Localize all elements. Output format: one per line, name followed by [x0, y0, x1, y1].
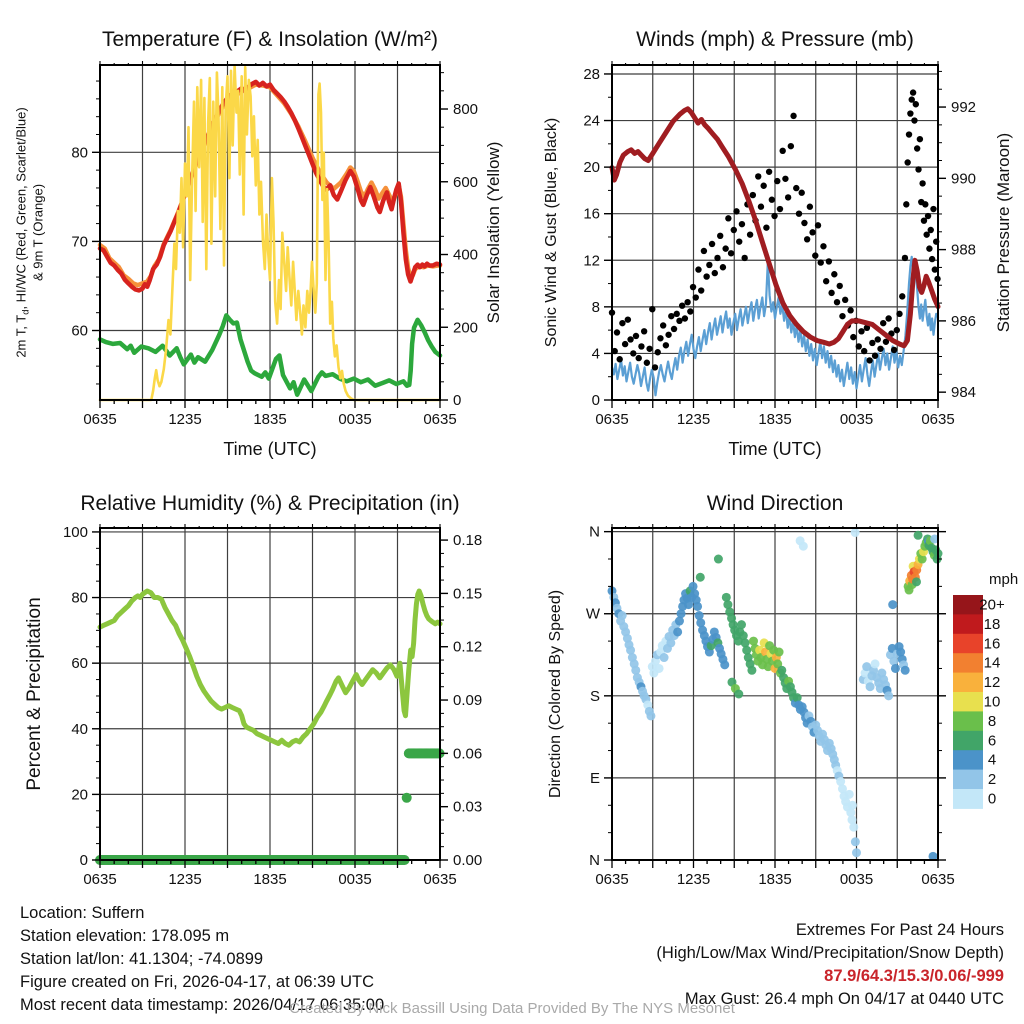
chart-title: Wind Direction	[706, 492, 844, 515]
colorbar-label: 12	[983, 674, 1001, 692]
y-tick-label: 8	[591, 298, 600, 316]
y-tick-label: 0.12	[453, 638, 483, 656]
y-tick-label: 28	[583, 65, 600, 83]
scatter-dot	[619, 320, 625, 326]
scatter-dot	[793, 185, 799, 191]
y-tick-label: 70	[71, 233, 88, 251]
winds-pressure-chart	[512, 0, 1024, 475]
left-axis-label: & 9m T (Orange)	[30, 183, 46, 282]
wind-dir-dot	[673, 627, 682, 636]
colorbar-swatch	[953, 750, 983, 770]
y-tick-label: 600	[453, 173, 479, 191]
scatter-dot	[875, 336, 881, 342]
colorbar-label: 10	[983, 693, 1001, 711]
scatter-dot	[917, 136, 923, 142]
colorbar-title: mph	[989, 571, 1019, 588]
wind-dir-dot	[884, 691, 893, 700]
precip-dot	[402, 793, 412, 803]
station-location: Location: Suffern	[20, 904, 145, 922]
scatter-dot	[622, 341, 628, 347]
colorbar-swatch	[953, 653, 983, 673]
colorbar-label: 4	[987, 751, 997, 769]
scatter-dot	[818, 259, 824, 265]
x-tick-label: 1835	[253, 411, 287, 428]
scatter-dot	[919, 180, 925, 186]
scatter-dot	[922, 201, 928, 207]
x-tick-label: 1235	[168, 411, 202, 428]
scatter-dot	[839, 313, 845, 319]
scatter-dot	[837, 283, 843, 289]
scatter-dot	[877, 346, 883, 352]
scatter-dot	[866, 357, 872, 363]
scatter-dot	[828, 290, 834, 296]
recent-data-timestamp: Most recent data timestamp: 2026/04/17 06:35:00	[20, 996, 385, 1014]
colorbar-swatch	[953, 770, 983, 790]
scatter-dot	[902, 255, 908, 261]
credit-line: Created By Nick Bassill Using Data Provided By The NYS Mesonet	[289, 1000, 735, 1017]
y-tick-label: 0	[79, 852, 88, 869]
chart-title: Temperature (F) & Insolation (W/m²)	[101, 28, 439, 51]
left-axis-label: 2m T, $T_d$, HI/WC (Red, Green, Scarlet/Blue)	[13, 107, 31, 358]
figure-created: Figure created on Fri, 2026-04-17, at 06:39 UTC	[20, 973, 375, 991]
colorbar-label: 14	[983, 654, 1001, 672]
y-tick-label: S	[589, 687, 600, 705]
scatter-dot	[671, 326, 677, 332]
scatter-dot	[850, 334, 856, 340]
extremes-title: Extremes For Past 24 Hours	[795, 921, 1004, 939]
wind-dir-dot	[737, 620, 746, 629]
y-tick-label: W	[585, 605, 600, 623]
wind-dir-dot	[775, 648, 784, 657]
scatter-dot	[891, 347, 897, 353]
scatter-dot	[925, 213, 931, 219]
scatter-dot	[914, 145, 920, 151]
x-tick-label: 1235	[168, 871, 202, 888]
scatter-dot	[701, 248, 707, 254]
scatter-dot	[717, 233, 723, 239]
scatter-dot	[614, 329, 620, 335]
wind-dir-dot	[912, 577, 921, 586]
scatter-dot	[657, 335, 663, 341]
winds-pressure-plot	[512, 0, 1024, 470]
x-tick-label: 0035	[338, 871, 372, 888]
y-tick-label: 80	[71, 144, 88, 162]
wind-dir-dot	[799, 542, 808, 551]
extremes-info	[656, 919, 1004, 1011]
station-elevation: Station elevation: 178.095 m	[20, 927, 230, 945]
colorbar-label: 16	[983, 635, 1001, 653]
right-axis-label: Solar Insolation (Yellow)	[484, 141, 503, 324]
scatter-dot	[684, 299, 690, 305]
left-axis-label: Direction (Colored By Speed)	[547, 589, 564, 799]
x-tick-label: 1835	[758, 871, 792, 888]
y-tick-label: 984	[951, 384, 977, 402]
scatter-dot	[625, 316, 631, 322]
y-tick-label: 800	[453, 101, 479, 119]
y-tick-label: 0.03	[453, 798, 483, 816]
scatter-dot	[698, 287, 704, 293]
scatter-dot	[788, 143, 794, 149]
colorbar-swatch	[953, 711, 983, 731]
scatter-dot	[636, 355, 642, 361]
scatter-dot	[736, 238, 742, 244]
y-tick-label: 0.06	[453, 745, 483, 763]
y-tick-label: 0	[453, 392, 462, 409]
humidity-precip-chart	[0, 470, 512, 920]
y-tick-label: E	[589, 769, 600, 787]
scatter-dot	[929, 256, 935, 262]
scatter-dot	[750, 192, 756, 198]
scatter-dot	[646, 346, 652, 352]
extremes-values: 87.9/64.3/15.3/0.06/-999	[824, 967, 1004, 985]
scatter-dot	[911, 117, 917, 123]
wind-dir-dot	[851, 528, 860, 537]
y-tick-label: 400	[453, 246, 479, 264]
wind-dir-dot	[660, 653, 669, 662]
scatter-dot	[899, 293, 905, 299]
scatter-dot	[690, 284, 696, 290]
scatter-dot	[760, 183, 766, 189]
scatter-dot	[815, 222, 821, 228]
scatter-dot	[771, 213, 777, 219]
wind-dir-dot	[849, 823, 858, 832]
y-tick-label: 12	[583, 252, 600, 270]
scatter-dot	[847, 307, 853, 313]
scatter-dot	[812, 252, 818, 258]
scatter-dot	[926, 245, 932, 251]
scatter-dot	[755, 173, 761, 179]
y-tick-label: 60	[71, 655, 88, 673]
scatter-dot	[687, 308, 693, 314]
scatter-dot	[722, 245, 728, 251]
colorbar-swatch	[953, 692, 983, 712]
scatter-dot	[638, 343, 644, 349]
scatter-dot	[641, 328, 647, 334]
y-tick-label: 988	[951, 241, 977, 259]
scatter-dot	[869, 340, 875, 346]
scatter-dot	[747, 231, 753, 237]
y-tick-label: 992	[951, 99, 977, 117]
x-tick-label: 0035	[839, 871, 874, 888]
y-tick-label: 20	[71, 786, 88, 804]
scatter-dot	[790, 113, 796, 119]
y-tick-label: 40	[71, 720, 88, 738]
scatter-dot	[826, 258, 832, 264]
extremes-legend: (High/Low/Max Wind/Precipitation/Snow Depth)	[656, 944, 1004, 962]
y-tick-label: 80	[71, 589, 88, 607]
scatter-dot	[733, 208, 739, 214]
x-tick-label: 0635	[423, 871, 457, 888]
colorbar-label: 20+	[979, 596, 1005, 614]
scatter-dot	[627, 336, 633, 342]
wind-dir-dot	[655, 664, 664, 673]
wind-dir-dot	[866, 682, 875, 691]
colorbar-swatch	[953, 673, 983, 693]
x-tick-label: 1235	[676, 871, 711, 888]
y-tick-label: 4	[591, 345, 600, 363]
wind-dir-dot	[720, 660, 729, 669]
y-tick-label: N	[589, 523, 600, 541]
scatter-dot	[913, 101, 919, 107]
scatter-dot	[804, 236, 810, 242]
colorbar-swatch	[953, 634, 983, 654]
wind-dir-dot	[891, 664, 900, 673]
colorbar-label: 6	[987, 732, 997, 750]
scatter-dot	[703, 273, 709, 279]
y-tick-label: 200	[453, 319, 479, 337]
colorbar-swatch	[953, 731, 983, 751]
x-tick-label: 0635	[921, 411, 955, 428]
wind-direction-plot	[512, 470, 1024, 915]
scatter-dot	[856, 343, 862, 349]
humidity-precip-plot	[0, 470, 512, 915]
wind-dir-dot	[871, 659, 880, 668]
scatter-dot	[906, 131, 912, 137]
scatter-dot	[777, 206, 783, 212]
scatter-dot	[885, 315, 891, 321]
scatter-dot	[831, 271, 837, 277]
x-tick-label: 1835	[758, 411, 792, 428]
wind-dir-dot	[747, 666, 756, 675]
scatter-dot	[758, 204, 764, 210]
scatter-dot	[801, 220, 807, 226]
scatter-dot	[741, 255, 747, 261]
wind-direction-chart	[512, 470, 1024, 920]
scatter-dot	[930, 206, 936, 212]
scatter-dot	[663, 342, 669, 348]
scatter-dot	[910, 89, 916, 95]
x-tick-label: 0635	[595, 411, 629, 428]
x-axis-label: Time (UTC)	[223, 439, 317, 459]
scatter-dot	[894, 327, 900, 333]
scatter-dot	[820, 243, 826, 249]
x-tick-label: 1235	[676, 411, 711, 428]
scatter-dot	[714, 255, 720, 261]
chart-title: Relative Humidity (%) & Precipitation (in)	[80, 492, 460, 515]
scatter-dot	[712, 270, 718, 276]
scatter-dot	[928, 227, 934, 233]
scatter-dot	[907, 110, 913, 116]
right-axis-label: Station Pressure (Maroon)	[994, 132, 1013, 333]
y-tick-label: 20	[583, 159, 600, 177]
scatter-dot	[660, 322, 666, 328]
temp-insolation-chart	[0, 0, 512, 475]
wind-dir-dot	[914, 531, 923, 540]
scatter-dot	[872, 353, 878, 359]
scatter-dot	[809, 229, 815, 235]
y-tick-label: 0.09	[453, 692, 483, 710]
scatter-dot	[665, 332, 671, 338]
scatter-dot	[861, 348, 867, 354]
scatter-dot	[725, 215, 731, 221]
y-tick-label: 0.18	[453, 532, 483, 550]
scatter-dot	[720, 264, 726, 270]
wind-dir-dot	[845, 790, 854, 799]
wind-dir-dot	[852, 848, 861, 857]
wind-dir-dot	[901, 666, 910, 675]
station-latlon: Station lat/lon: 41.1304; -74.0899	[20, 950, 264, 968]
y-tick-label: 986	[951, 312, 977, 330]
x-axis-label: Time (UTC)	[728, 439, 822, 459]
scatter-dot	[728, 250, 734, 256]
scatter-dot	[739, 221, 745, 227]
scatter-dot	[616, 356, 622, 362]
y-tick-label: 0	[591, 392, 600, 409]
scatter-dot	[766, 169, 772, 175]
scatter-dot	[903, 201, 909, 207]
wind-dir-dot	[693, 602, 702, 611]
scatter-dot	[796, 210, 802, 216]
scatter-dot	[785, 194, 791, 200]
y-tick-label: 990	[951, 170, 977, 188]
y-tick-label: N	[589, 852, 600, 869]
x-tick-label: 0635	[921, 871, 955, 888]
temp-insolation-plot	[0, 0, 512, 470]
scatter-dot	[679, 302, 685, 308]
chart-title: Winds (mph) & Pressure (mb)	[636, 28, 914, 51]
scatter-dot	[807, 204, 813, 210]
scatter-dot	[693, 294, 699, 300]
scatter-dot	[842, 297, 848, 303]
scatter-dot	[706, 262, 712, 268]
x-tick-label: 1835	[253, 871, 287, 888]
scatter-dot	[644, 360, 650, 366]
scatter-dot	[799, 190, 805, 196]
scatter-dot	[915, 166, 921, 172]
y-tick-label: 0.00	[453, 852, 483, 869]
scatter-dot	[731, 227, 737, 233]
wind-dir-dot	[646, 711, 655, 720]
wind-dir-dot	[714, 555, 723, 564]
wind-dir-dot	[888, 600, 897, 609]
wind-dir-dot	[696, 573, 705, 582]
scatter-dot	[904, 159, 910, 165]
x-tick-label: 0035	[839, 411, 874, 428]
scatter-dot	[655, 349, 661, 355]
colorbar-label: 0	[987, 790, 997, 808]
colorbar-label: 8	[987, 712, 997, 730]
x-tick-label: 0635	[83, 411, 117, 428]
wind-dir-dot	[851, 837, 860, 846]
scatter-dot	[709, 241, 715, 247]
scatter-dot	[823, 278, 829, 284]
colorbar-label: 2	[987, 771, 997, 789]
scatter-dot	[834, 299, 840, 305]
scatter-dot	[896, 311, 902, 317]
wind-dir-dot	[734, 690, 743, 699]
scatter-dot	[763, 224, 769, 230]
scatter-dot	[782, 176, 788, 182]
wind-dir-dot	[618, 611, 627, 620]
scatter-dot	[682, 315, 688, 321]
scatter-dot	[649, 306, 655, 312]
max-gust: Max Gust: 26.4 mph On 04/17 at 0440 UTC	[684, 990, 1004, 1008]
scatter-dot	[774, 178, 780, 184]
x-tick-label: 0635	[595, 871, 629, 888]
scatter-dot	[630, 350, 636, 356]
y-tick-label: 0.15	[453, 585, 483, 603]
colorbar-label: 18	[983, 615, 1001, 633]
scatter-dot	[695, 266, 701, 272]
y-tick-label: 60	[71, 322, 88, 340]
x-tick-label: 0035	[338, 411, 372, 428]
left-axis-label: Sonic Wind & Gust (Blue, Black)	[543, 117, 560, 348]
left-axis-label: Percent & Precipitation	[24, 597, 45, 791]
x-tick-label: 0635	[83, 871, 117, 888]
y-tick-label: 100	[62, 523, 88, 541]
scatter-dot	[779, 148, 785, 154]
y-tick-label: 24	[583, 112, 600, 130]
colorbar-swatch	[953, 789, 983, 809]
x-tick-label: 0635	[423, 411, 457, 428]
scatter-dot	[652, 364, 658, 370]
scatter-dot	[880, 320, 886, 326]
scatter-dot	[858, 328, 864, 334]
colorbar-swatch	[953, 614, 983, 634]
scatter-dot	[674, 311, 680, 317]
y-tick-label: 16	[583, 205, 600, 223]
scatter-dot	[769, 197, 775, 203]
wind-dir-dot	[848, 801, 857, 810]
scatter-dot	[633, 333, 639, 339]
